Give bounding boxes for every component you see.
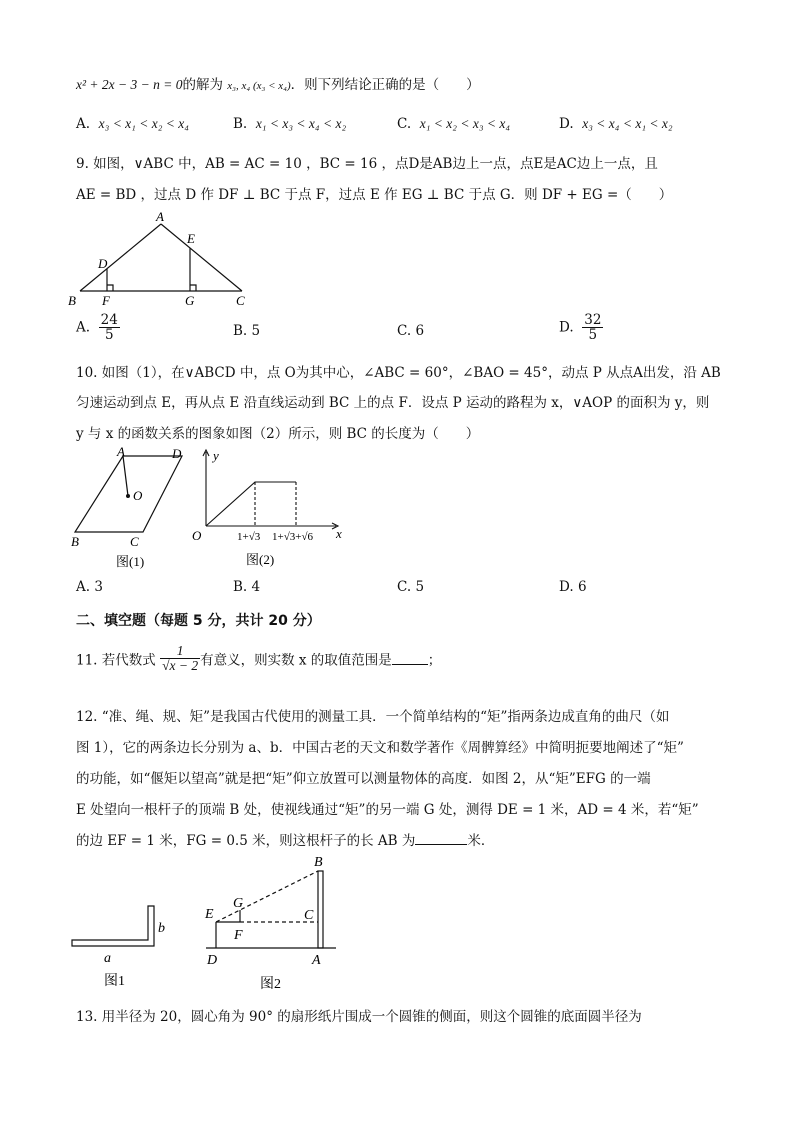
label-b: B <box>314 855 323 870</box>
numerator: 1 <box>160 644 200 659</box>
tick-label-1: 1+√3 <box>237 531 261 543</box>
q9-line1: 9. 如图，∨ABC 中，AB = AC = 10 ，BC = 16 ，点D是AB边上一点，点E是AC边上一点，且 <box>76 156 658 172</box>
option-text: 4 <box>251 579 261 595</box>
q8-option-d[interactable] <box>559 116 673 132</box>
function-graph <box>206 482 296 526</box>
point-o <box>126 494 130 498</box>
option-label: C. <box>397 323 412 339</box>
option-label: C. <box>397 116 412 132</box>
option-label: B. <box>233 116 248 132</box>
figure-caption: 图(1) <box>116 554 145 569</box>
right-angle-g <box>190 285 196 291</box>
q8-roots: x₃, x₄ (x₃ < x₄) <box>227 80 291 92</box>
q11 <box>76 644 441 673</box>
q9-option-b[interactable] <box>233 323 260 339</box>
q10-line2: 匀速运动到点 E，再从点 E 沿直线运动到 BC 上的点 F．设点 P 运动的路程为 x，∨AOP 的面积为 y，则 <box>76 395 710 411</box>
q10-line1: 10. 如图（1），在∨ABCD 中，点 O为其中心，∠ABC = 60°，∠BAO = 45°，动点 P 从点A出发，沿 AB <box>76 365 721 381</box>
q8-option-c[interactable] <box>397 116 510 132</box>
denominator: 5 <box>588 327 598 344</box>
label-g: G <box>233 896 244 911</box>
q8-equation: x² + 2x − 3 − n = 0 <box>76 77 183 92</box>
label-a: a <box>104 951 111 966</box>
option-text: x₃ < x₁ < x₂ < x₄ <box>98 116 189 131</box>
q12-line5 <box>76 829 494 849</box>
sight-line <box>216 871 318 922</box>
q10-figure-2 <box>186 448 356 572</box>
option-fraction <box>99 313 120 342</box>
axis-label-x: x <box>336 526 342 541</box>
figure-caption: 图1 <box>104 974 125 989</box>
q11-end: ； <box>427 652 442 669</box>
option-fraction <box>582 313 603 342</box>
right-angle-f <box>107 285 113 291</box>
option-label: B. <box>233 579 248 595</box>
option-text: x₁ < x₃ < x₄ < x₂ <box>255 116 347 131</box>
option-label: A. <box>76 579 91 595</box>
option-label: A. <box>76 319 91 336</box>
q10-figure-1 <box>66 444 196 574</box>
q12-figure-1 <box>66 900 186 992</box>
label-o: O <box>133 488 143 503</box>
q10-option-a[interactable] <box>76 579 103 595</box>
parallelogram-abcd <box>75 456 182 532</box>
label-a: A <box>156 209 164 224</box>
q12-line2: 图 1），它的两条边长分别为 a、b．中国古老的天文和数学著作《周髀算经》中简明扼要地阐述了“矩” <box>76 740 684 756</box>
q10-line3: y 与 x 的函数关系的图象如图（2）所示，则 BC 的长度为（ ） <box>76 426 480 442</box>
q12-line5-text: 的边 EF = 1 米，FG = 0.5 米，则这根杆子的长 AB 为 <box>76 833 416 849</box>
q8-option-b[interactable] <box>233 116 346 132</box>
label-g: G <box>185 293 195 308</box>
tick-label-2: 1+√3+√6 <box>272 531 313 543</box>
option-text: 3 <box>94 579 103 595</box>
q11-fraction <box>160 644 200 673</box>
label-b: B <box>68 293 76 308</box>
segment-ao <box>123 456 128 496</box>
label-d: D <box>98 256 108 271</box>
numerator: 24 <box>100 312 118 328</box>
q13-text: 13. 用半径为 20，圆心角为 90° 的扇形纸片围成一个圆锥的侧面，则这个圆锥的底面圆半径为 <box>76 1009 642 1025</box>
axis-label-y: y <box>213 448 219 463</box>
option-text: 5 <box>415 579 425 595</box>
option-text: 5 <box>251 323 261 339</box>
answer-blank[interactable] <box>392 652 428 665</box>
option-label: B. <box>233 323 248 339</box>
q11-suffix: 有意义，则实数 x 的取值范围是 <box>200 652 392 669</box>
q12-line1: 12. “准、绳、规、矩”是我国古代使用的测量工具．一个简单结构的“矩”指两条边成直角的曲尺（如 <box>76 709 670 725</box>
label-e: E <box>205 907 214 922</box>
label-f: F <box>102 293 110 308</box>
figure-caption: 图(2) <box>246 552 275 567</box>
pole-ab <box>318 871 323 948</box>
answer-blank[interactable] <box>415 832 467 845</box>
q9-option-c[interactable] <box>397 323 424 339</box>
ruler-shape <box>72 906 154 946</box>
option-label: D. <box>559 116 574 132</box>
label-d: D <box>207 953 218 968</box>
segment-ac <box>161 224 242 291</box>
q8-stem-tail: ．则下列结论正确的是（ ） <box>290 77 480 93</box>
option-text: x₁ < x₂ < x₃ < x₄ <box>419 116 511 131</box>
q10-option-c[interactable] <box>397 579 424 595</box>
label-a: A <box>117 444 125 459</box>
q8-option-a[interactable] <box>76 116 189 132</box>
label-f: F <box>234 928 243 943</box>
q10-option-d[interactable] <box>559 579 587 595</box>
q8-stem <box>76 73 480 93</box>
label-b: b <box>158 921 165 936</box>
option-label: C. <box>397 579 412 595</box>
option-text: 6 <box>415 323 425 339</box>
origin-label: O <box>192 528 202 543</box>
segment-ab <box>80 224 161 291</box>
q12-line5-end: 米． <box>467 833 495 849</box>
q9-option-a[interactable] <box>76 313 120 342</box>
q12-line4: E 处望向一根杆子的顶端 B 处，使视线通过“矩”的另一端 G 处，测得 DE = 1 米，AD = 4 米，若“矩” <box>76 802 699 818</box>
q9-figure <box>66 208 266 308</box>
denominator: √x − 2 <box>162 658 199 674</box>
option-label: D. <box>559 319 574 336</box>
option-label: A. <box>76 116 91 132</box>
q8-stem-text: 的解为 <box>182 77 223 93</box>
label-b: B <box>71 534 79 549</box>
option-label: D. <box>559 579 574 595</box>
q9-line2: AE = BD ，过点 D 作 DF ⊥ BC 于点 F，过点 E 作 EG ⊥ BC 于点 G．则 DF + EG =（ ） <box>76 187 673 203</box>
figure-caption: 图2 <box>260 977 281 992</box>
option-text: 6 <box>577 579 587 595</box>
label-c: C <box>304 908 314 923</box>
label-c: C <box>130 534 139 549</box>
q11-prefix: 11. 若代数式 <box>76 652 156 669</box>
q12-line3: 的功能，如“偃矩以望高”就是把“矩”仰立放置可以测量物体的高度．如图 2，从“矩”EFG 的一端 <box>76 771 651 787</box>
numerator: 32 <box>584 312 602 328</box>
q12-figure-2 <box>196 852 346 994</box>
label-d: D <box>172 446 182 461</box>
q10-option-b[interactable] <box>233 579 260 595</box>
option-text: x₃ < x₄ < x₁ < x₂ <box>582 116 673 131</box>
q9-option-d[interactable] <box>559 313 603 342</box>
label-a: A <box>312 953 321 968</box>
section-heading: 二、填空题（每题 5 分，共计 20 分） <box>76 613 321 629</box>
label-c: C <box>236 293 245 308</box>
denominator: 5 <box>104 327 114 344</box>
label-e: E <box>187 231 195 246</box>
